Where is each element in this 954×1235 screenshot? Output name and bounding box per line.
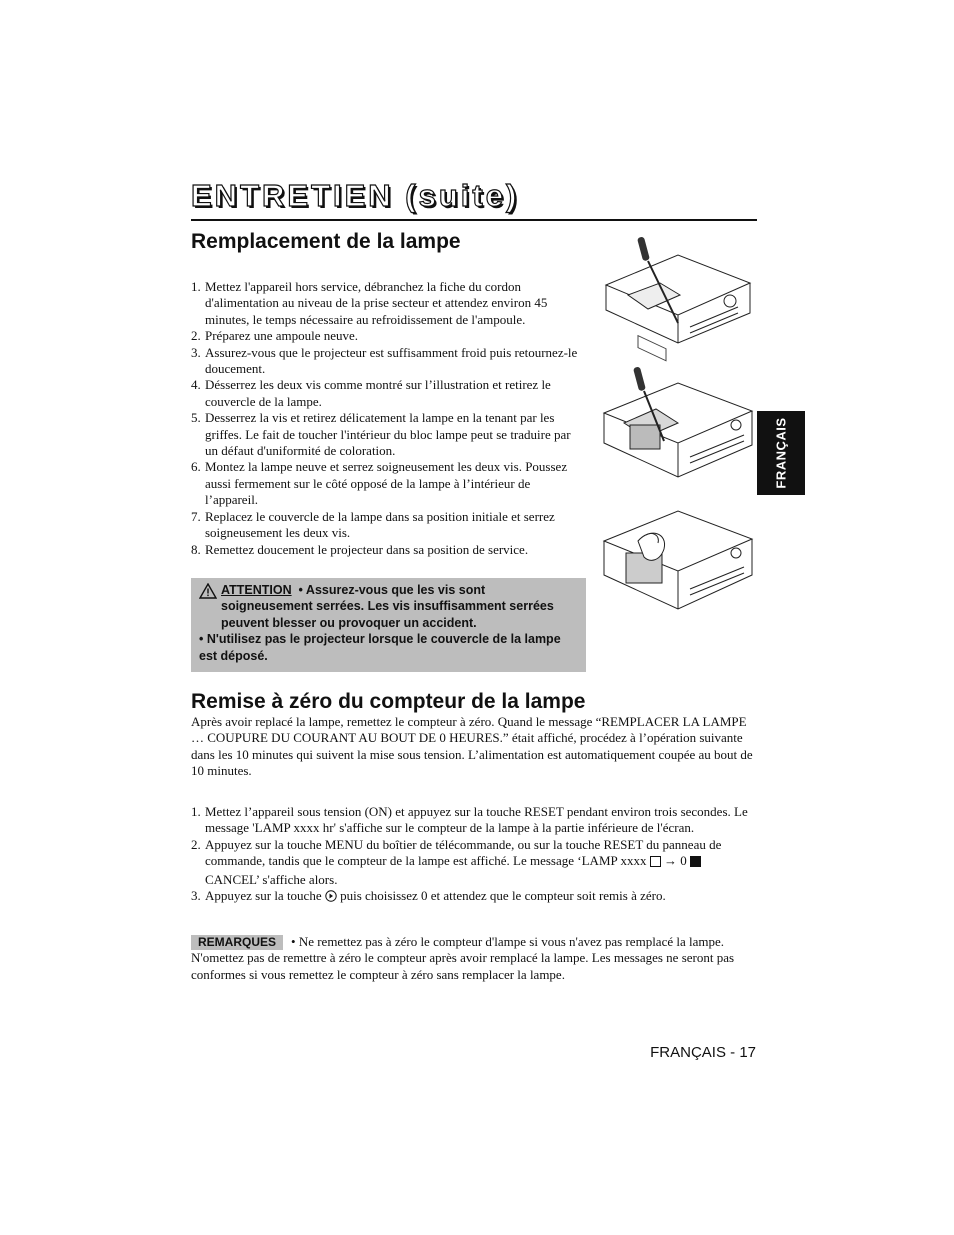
counter-reset-intro: Après avoir replacé la lampe, remettez le compteur à zéro. Quand le message “REMPLACER LA LAMPE … COUPURE DU COURANT AU BOUT DE 0 HEURES.” était affiché, procédez à l’opération suivante dans les 10 minutes qui suivent la mise sous tension. L’alimentation est automatiquement coupée au bout de 10 minutes.	[191, 714, 753, 779]
side-tab-label: FRANÇAIS	[773, 417, 789, 489]
checkbox-empty-icon	[650, 855, 661, 871]
list-item: 5. Desserrez la vis et retirez délicatement la lampe en la tenant par les griffes. Le fait de toucher l'intérieur du bloc lampe peut se traduire par un défaut d'uniformité de coloration.	[191, 410, 571, 459]
page-title: ENTRETIEN (suite)	[191, 178, 520, 213]
warning-triangle-icon	[199, 583, 221, 631]
list-item: 3. Assurez-vous que le projecteur est suffisamment froid puis retournez-le doucement.	[191, 344, 578, 377]
section-heading-lamp-replacement: Remplacement de la lampe	[191, 230, 461, 253]
lamp-pull-out-illustration	[598, 505, 758, 630]
attention-label: ATTENTION	[221, 583, 292, 597]
title-rule	[191, 219, 757, 221]
section-heading-lamp-counter-reset: Remise à zéro du compteur de la lampe	[191, 690, 586, 713]
list-item: 4. Désserrez les deux vis comme montré sur l’illustration et retirez le couvercle de la lampe.	[191, 377, 551, 409]
list-item: 1. Mettez l'appareil hors service, débranchez la fiche du cordon d'alimentation au niveau de la prise secteur et attendez environ 45 minutes, le temps nécessaire au refroidissement de l'ampoule.	[191, 279, 548, 327]
list-item: 3. Appuyez sur la touche puis choisissez 0 et attendez que le compteur soit remis à zéro.	[191, 888, 756, 906]
list-item: 6. Montez la lampe neuve et serrez soigneusement les deux vis. Poussez aussi fermement sur le côté opposé de la lampe à l’intérieur de l’appareil.	[191, 459, 568, 508]
lamp-unscrew-illustration	[598, 365, 758, 500]
attention-text-1: • Assurez-vous que les vis sont soigneusement serrées. Les vis insuffisamment serrées peuvent blesser ou provoquer un accident.	[221, 583, 554, 630]
remarques-notes	[191, 934, 756, 983]
counter-reset-steps	[191, 804, 756, 906]
lamp-cover-removal-illustration	[598, 235, 758, 365]
language-side-tab	[757, 411, 805, 495]
checkbox-filled-icon	[690, 855, 701, 871]
list-item: 7. Replacez le couvercle de la lampe dans sa position initiale et serrez soigneusement les deux vis.	[191, 508, 555, 541]
right-arrow-button-icon	[325, 890, 337, 906]
list-item: 2. Appuyez sur la touche MENU du boîtier de télécommande, ou sur la touche RESET du panneau de commande, tandis que le compteur de la lampe est affiché. Le message ‘LAMP xxxx → 0 CANCEL’ s'affiche alors.	[191, 836, 722, 887]
remarques-text: • Ne remettez pas à zéro le compteur d'lampe si vous n'avez pas remplacé la lampe. N'omettez pas de remettre à zéro le compteur après avoir remplacé la lampe. Les messages ne seront pas conformes si vous remettez le compteur à zéro sans remplacer la lampe.	[191, 934, 735, 982]
list-item: 8. Remettez doucement le projecteur dans sa position de service.	[191, 541, 529, 557]
list-item: 2. Préparez une ampoule neuve.	[191, 328, 359, 344]
attention-box	[191, 578, 586, 672]
page-footer: FRANÇAIS - 17	[650, 1044, 756, 1061]
attention-text-2: • N'utilisez pas le projecteur lorsque le couvercle de la lampe est déposé.	[199, 632, 561, 663]
remarques-badge: REMARQUES	[191, 935, 283, 950]
list-item: 1. Mettez l’appareil sous tension (ON) et appuyez sur la touche RESET pendant environ trois secondes. Le message 'LAMP xxxx hr' s'affiche sur le compteur de la lampe à la partie inférieure de l'écran.	[191, 804, 748, 836]
lamp-replacement-steps	[191, 279, 586, 558]
